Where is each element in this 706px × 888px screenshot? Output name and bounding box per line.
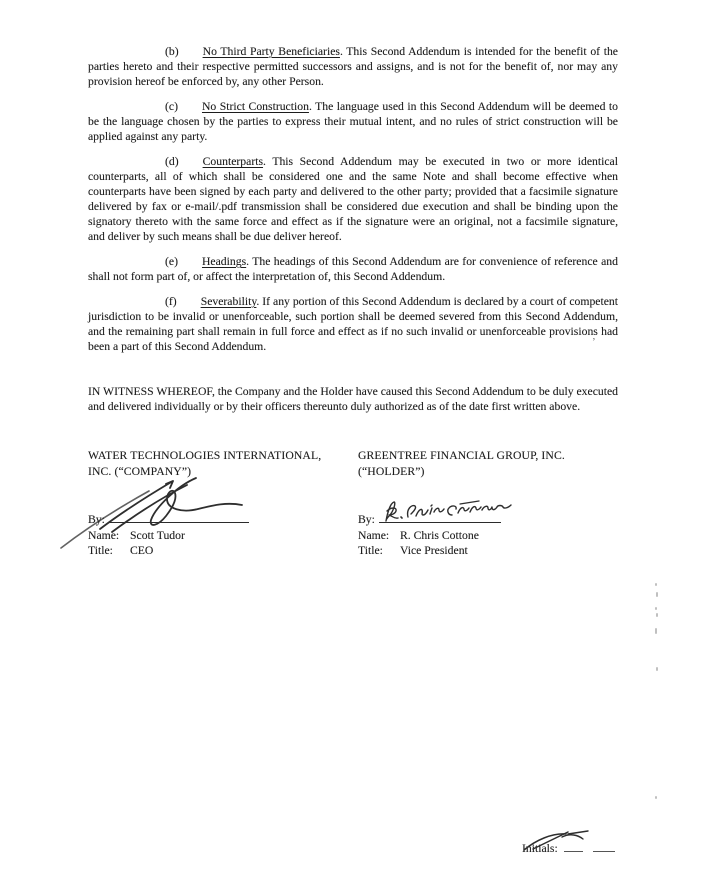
paragraph-heading: No Strict Construction [201,100,309,113]
company-name-line2: INC. (“COMPANY”) [88,464,192,478]
by-row [358,510,626,528]
signer-name: R. Chris Cottone [400,528,479,542]
paragraph-text: . This Second Addendum is intended for the benefit of the parties hereto and their respective permitted successors and assigns, and is not for the benefit of, nor may any provision hereof be enforced by, any other Person. [88,45,618,88]
paragraph-text: . If any portion of this Second Addendum is declared by a court of competent jurisdiction to be invalid or unenforceable, such portion shall be deemed severed from this Second Addendum, and the remaining part shall remain in full force and effect as if no such invalid or unenforceable provisions had been a part of this Second Addendum. [88,295,618,353]
paragraph-heading: Headings [201,255,247,268]
paragraph-heading: No Third Party Beneficiaries [202,45,340,58]
title-label: Title: [88,544,113,557]
paragraph-c [88,99,618,144]
initials-blank-2 [593,840,615,852]
scan-artifact [655,628,657,634]
paragraph-heading: Severability [200,295,257,308]
title-row [358,543,626,559]
paragraph-text: . This Second Addendum may be executed in two or more identical counterparts, all of which shall be considered one and the same Note and shall become effective when counterparts have been signed by each party and delivered to the other party; provided that a facsimile signature delivered by fax or e-mail/.pdf transmission shall be considered due execution and shall be binding upon the signatory thereto with the same force and effect as if the signature were an original, not a facsimile signature, and deliver by such means shall be due deliver hereof. [88,155,618,243]
name-label: Name: [358,528,390,542]
company-name-line1: GREENTREE FINANCIAL GROUP, INC. [358,449,565,462]
by-label: By: [358,513,375,526]
paragraph-letter: (e) [165,255,178,268]
name-row [88,528,356,544]
signature-block-company [88,448,356,559]
paragraph-letter: (b) [165,45,179,58]
scan-artifact-mark: ’ [592,336,596,348]
paragraph-heading: Counterparts [202,155,264,168]
document-body [88,44,618,414]
paragraph-f [88,294,618,354]
signature-line [379,510,501,523]
initials-blank-1 [564,840,583,852]
initials-label: Initials: [522,842,558,855]
scan-artifact [655,583,657,586]
by-label: By: [88,513,105,526]
title-label: Title: [358,544,383,557]
scan-artifact [656,592,658,597]
scan-artifact [656,667,658,671]
scan-artifact [655,607,657,610]
paragraph-e [88,254,618,284]
paragraph-text: . The language used in this Second Addendum will be deemed to be the language chosen by the parties to express their mutual intent, and no rules of strict construction will be applied against any party. [88,100,618,143]
paragraph-text: . The headings of this Second Addendum are for convenience of reference and shall not form part of, or affect the interpretation of, this Second Addendum. [88,255,618,283]
initials-row [522,840,615,856]
signature-block-holder [358,448,626,559]
scan-artifact [656,613,658,617]
company-name-line1: WATER TECHNOLOGIES INTERNATIONAL, [88,449,322,462]
scan-artifact [655,796,657,799]
name-label: Name: [88,528,120,542]
signer-title: CEO [130,544,154,557]
by-row [88,510,356,528]
signer-title: Vice President [400,544,468,557]
name-row [358,528,626,544]
paragraph-d [88,154,618,244]
paragraph-b [88,44,618,89]
title-row [88,543,356,559]
company-name-line2: (“HOLDER”) [358,464,425,478]
paragraph-letter: (d) [165,155,179,168]
paragraph-letter: (f) [165,295,177,308]
witness-clause: IN WITNESS WHEREOF, the Company and the Holder have caused this Second Addendum to be duly executed and delivered individually or by their officers thereunto duly authorized as of the date first written above. [88,385,618,413]
paragraph-letter: (c) [165,100,178,113]
signature-line [109,510,249,523]
signer-name: Scott Tudor [130,528,185,542]
